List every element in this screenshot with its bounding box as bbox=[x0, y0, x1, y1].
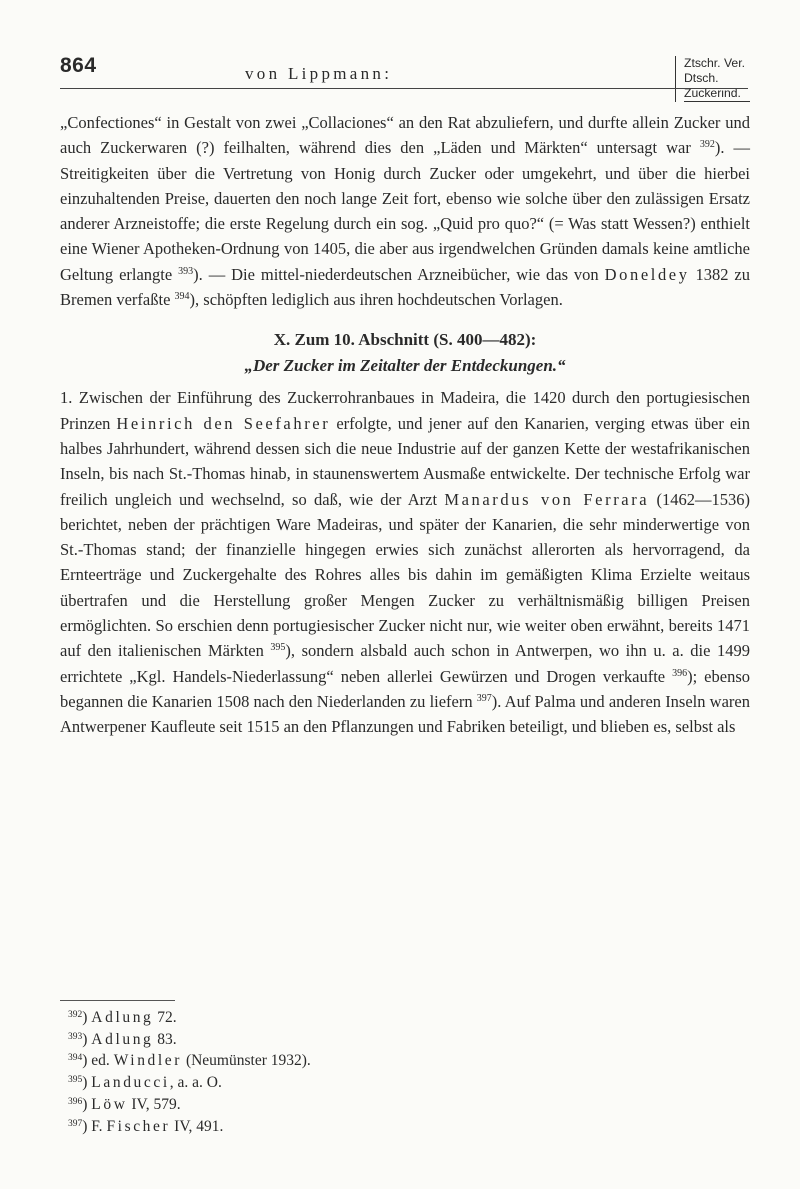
footnote-author: Adlung bbox=[91, 1009, 154, 1026]
footnote-number: 394 bbox=[68, 1053, 83, 1064]
footnote-author: Löw bbox=[91, 1095, 128, 1113]
text-run: ). — Die mittel-niederdeutschen Arzneibücher, wie das von bbox=[193, 264, 605, 284]
footnote-author: Adlung bbox=[91, 1030, 154, 1048]
footnote: $^{397}$) F. Fischer IV, 491. bbox=[68, 1117, 224, 1135]
footnote-ref: 394 bbox=[174, 291, 190, 303]
footnote-author: Windler bbox=[113, 1052, 183, 1070]
main-text bbox=[60, 110, 750, 740]
footnote: $^{396}$) Löw IV, 579. bbox=[68, 1095, 181, 1113]
footnote-text: (Neumünster 1932). bbox=[182, 1052, 311, 1070]
text-run: ). Auf Palma und anderen Inseln waren Antwerpener Kaufleute seit 1515 an den Pflanzungen und Fabriken beteiligt, und blieben es, selbst als bbox=[60, 691, 750, 737]
text-run: ), sondern alsbald auch schon in Antwerpen, wo ihn u. a. die 1499 errichtete „Kgl. Handels-Niederlassung“ neben allerlei Gewürzen und Drogen verkaufte bbox=[60, 641, 750, 686]
footnote-number: 395 bbox=[68, 1075, 83, 1086]
footnote-ref: 393 bbox=[178, 265, 194, 277]
footnote-text: IV, 491. bbox=[170, 1117, 224, 1135]
footnote-number: 397 bbox=[68, 1118, 83, 1129]
footnotes bbox=[68, 1007, 311, 1137]
footnote-author: Fischer bbox=[106, 1117, 171, 1135]
section-title: X. Zum 10. Abschnitt (S. 400—482): bbox=[273, 330, 537, 350]
text-run: „Confectiones“ in Gestalt von zwei „Collaciones“ an den Rat abzuliefern, und durfte allein Zucker und auch Zuckerwaren (?) feilhalten, während dies den „Läden und Märkten“ untersagt war bbox=[60, 113, 750, 158]
footnote-ref: 395 bbox=[270, 642, 286, 654]
footnote-prefix: F. bbox=[91, 1117, 107, 1135]
text-run: ); ebenso begannen die Kanarien 1508 nach den Niederlanden zu liefern bbox=[60, 666, 750, 711]
footnote-rule bbox=[60, 1000, 175, 1001]
header-rule bbox=[60, 88, 748, 89]
footnote: $^{395}$) Landucci, a. a. O. bbox=[68, 1074, 222, 1092]
footnote: $^{393}$) Adlung 83. bbox=[68, 1030, 177, 1048]
footnote-ref: 397 bbox=[476, 692, 492, 704]
footnote: $^{392}$) Adlung 72. bbox=[68, 1009, 177, 1026]
journal-line-2: Dtsch. Zuckerind. bbox=[684, 71, 750, 102]
footnote-text: 83. bbox=[153, 1030, 177, 1048]
footnote-number: 392 bbox=[68, 1010, 83, 1020]
spaced-name: Doneldey bbox=[604, 264, 690, 284]
footnote: $^{394}$) ed. Windler (Neumünster 1932). bbox=[68, 1052, 311, 1070]
paragraph-2 bbox=[60, 385, 750, 739]
footnote-prefix: ed. bbox=[91, 1052, 114, 1070]
running-head-author: von Lippmann: bbox=[245, 64, 393, 83]
footnote-text: 72. bbox=[153, 1009, 177, 1026]
spaced-name: Heinrich den Seefahrer bbox=[116, 413, 331, 433]
journal-reference bbox=[675, 56, 750, 102]
footnote-author: Landucci bbox=[91, 1074, 170, 1092]
running-header bbox=[60, 54, 750, 98]
text-run: erfolgte, und jener auf den Kanarien, verging etwas über ein halbes Jahrhundert, während dessen sich die neue Industrie auf der ganzen Kette der westafrikanischen Inseln, bis nach St.-Thomas hinab, in staunenswertem Ausmaße entwickelte. Der technische Erfolg war freilich ungleich und wechselnd, so daß, wie der Arzt bbox=[60, 413, 750, 509]
footnote-text: , a. a. O. bbox=[169, 1074, 222, 1092]
footnote-number: 396 bbox=[68, 1096, 83, 1107]
spaced-name: Manardus von Ferrara bbox=[444, 489, 650, 509]
footnote-text: IV, 579. bbox=[127, 1095, 181, 1113]
section-subtitle: „Der Zucker im Zeitalter der Entdeckungen.“ bbox=[244, 356, 566, 376]
footnote-ref: 396 bbox=[672, 667, 688, 679]
page-number: 864 bbox=[60, 54, 97, 77]
paragraph-1 bbox=[60, 110, 750, 312]
text-run: ), schöpften lediglich aus ihren hochdeutschen Vorlagen. bbox=[189, 290, 563, 310]
footnote-number: 393 bbox=[68, 1031, 83, 1042]
text-run: (1462—1536) berichtet, neben der prächtigen Ware Madeiras, und später der Kanarien, die sehr minderwertige von St.-Thomas stand; der finanzielle hingegen erwies sich zunächst allerorten als hervorragend, da Ernteerträge und Zuckergehalte des Rohres alles bis dahin im gemäßigten Klima Erzielte weitaus übertrafen und die Herstellung großer Mengen Zucker zu verhältnismäßig billigen Preisen ermöglichten. So erschien denn portugiesischer Zucker nicht nur, wie weiter oben erwähnt, bereits 1471 auf den italienischen Märkten bbox=[60, 489, 750, 661]
footnote-ref: 392 bbox=[699, 139, 715, 151]
journal-line-1: Ztschr. Ver. bbox=[684, 56, 745, 70]
text-run: 1382 zu Bremen verfaßte bbox=[60, 264, 751, 310]
section-heading bbox=[60, 327, 750, 379]
text-run: 1. Zwischen der Einführung des Zuckerrohranbaues in Madeira, die 1420 durch den portugiesischen Prinzen bbox=[60, 388, 750, 433]
text-run: ). — Streitigkeiten über die Vertretung von Honig durch Zucker oder umgekehrt, und über die hierbei einzuhaltenden Preise, dauerten den noch lange Zeit fort, ebenso wie solche über den zulässigen Ersatz anderer Arzneistoffe; die erste Regelung durch ein sog. „Quid pro quo?“ (= Was statt Wessen?) enthielt eine Wiener Apotheken-Ordnung von 1405, die aber aus irgendwelchen Gründen damals keine amtliche Geltung erlangte bbox=[60, 138, 750, 284]
